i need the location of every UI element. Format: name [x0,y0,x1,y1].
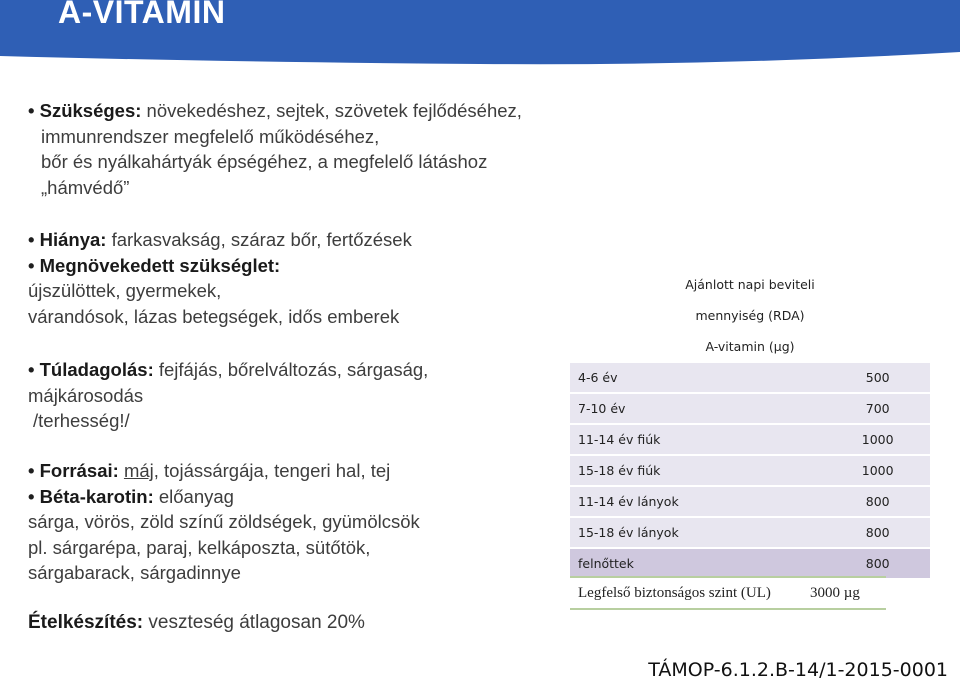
upper-limit-label: Legfelső biztonságos szint (UL) [578,585,771,601]
deficiency-label: Hiánya: [39,229,107,250]
value-cell: 1000 [825,424,930,455]
bullet: • [28,485,35,507]
value-cell: 800 [825,548,930,579]
deficiency-block [28,227,548,329]
beta-carotene-text: előanyag [153,485,234,507]
bullet: • [28,359,35,380]
deficiency-text: farkasvakság, száraz bőr, fertőzések [106,229,412,250]
age-group-cell: 4-6 év [570,362,825,393]
overdose-block [28,357,548,434]
project-code: TÁMOP-6.1.2.B-14/1-2015-0001 [648,659,948,681]
age-group-cell: 11-14 év lányok [570,486,825,517]
cooking-block [28,610,548,636]
value-cell: 800 [825,486,930,517]
sources-block [28,458,568,586]
increased-label: Megnövekedett szükséglet: [39,254,281,276]
needs-label: Szükséges: [39,100,142,121]
value-cell: 1000 [825,455,930,486]
sources-line: pl. sárgarépa, paraj, kelkáposzta, sütőtök, [28,536,371,558]
overdose-line: /terhesség!/ [33,410,130,431]
needs-line: bőr és nyálkahártyák épségéhez, a megfelelő látáshoz [41,151,488,172]
overdose-line: májkárosodás [28,384,144,406]
value-cell: 700 [825,393,930,424]
bullet: • [28,460,35,481]
title-banner [0,0,960,72]
increased-line: várandósok, lázas betegségek, idős emberek [28,305,400,327]
bullet: • [28,100,35,121]
needs-line: immunrendszer megfelelő működéséhez, [41,125,380,147]
age-group-cell: 15-18 év lányok [570,517,825,548]
age-group-cell: felnőttek [570,548,825,579]
sources-line: sárga, vörös, zöld színű zöldségek, gyümölcsök [28,511,420,532]
sources-text: tojássárgája, tengeri hal, tej [158,460,391,481]
value-cell: 800 [825,517,930,548]
rda-header-line: Ajánlott napi beviteli [570,270,930,300]
sources-line: sárgabarack, sárgadinnye [28,562,241,583]
needs-text: növekedéshez, sejtek, szövetek fejlődéséhez, [141,100,522,121]
overdose-text: fejfájás, bőrelváltozás, sárgaság, [153,359,429,380]
upper-limit-box [570,576,886,610]
value-cell: 500 [825,362,930,393]
table-row [570,486,930,517]
upper-limit-value: 3000 µg [810,585,860,601]
table-row [570,362,930,393]
cooking-text: veszteség átlagosan 20% [143,612,365,633]
table-row [570,424,930,455]
table-row [570,393,930,424]
age-group-cell: 11-14 év fiúk [570,424,825,455]
beta-carotene-label: Béta-karotin: [39,485,154,507]
increased-line: újszülöttek, gyermekek, [28,280,222,301]
table-header-row [570,300,930,331]
sources-liver: máj, [123,460,159,481]
overdose-label: Túladagolás: [39,359,154,380]
age-group-cell: 15-18 év fiúk [570,455,825,486]
table-row [570,517,930,548]
page-title: A-VITAMIN [58,0,226,30]
table-row [570,548,930,579]
needs-line: „hámvédő” [41,176,130,198]
age-group-cell: 7-10 év [570,393,825,424]
rda-header-line: mennyiség (RDA) [570,300,930,331]
sources-label: Forrásai: [39,460,119,481]
bullet: • [28,254,35,276]
rda-header-line: A-vitamin (µg) [570,331,930,362]
table-row [570,455,930,486]
needs-block [28,98,588,200]
cooking-label: Ételkészítés: [28,612,144,633]
bullet: • [28,229,35,250]
rda-table [570,270,930,580]
table-header-row [570,270,930,300]
table-header-row [570,331,930,362]
